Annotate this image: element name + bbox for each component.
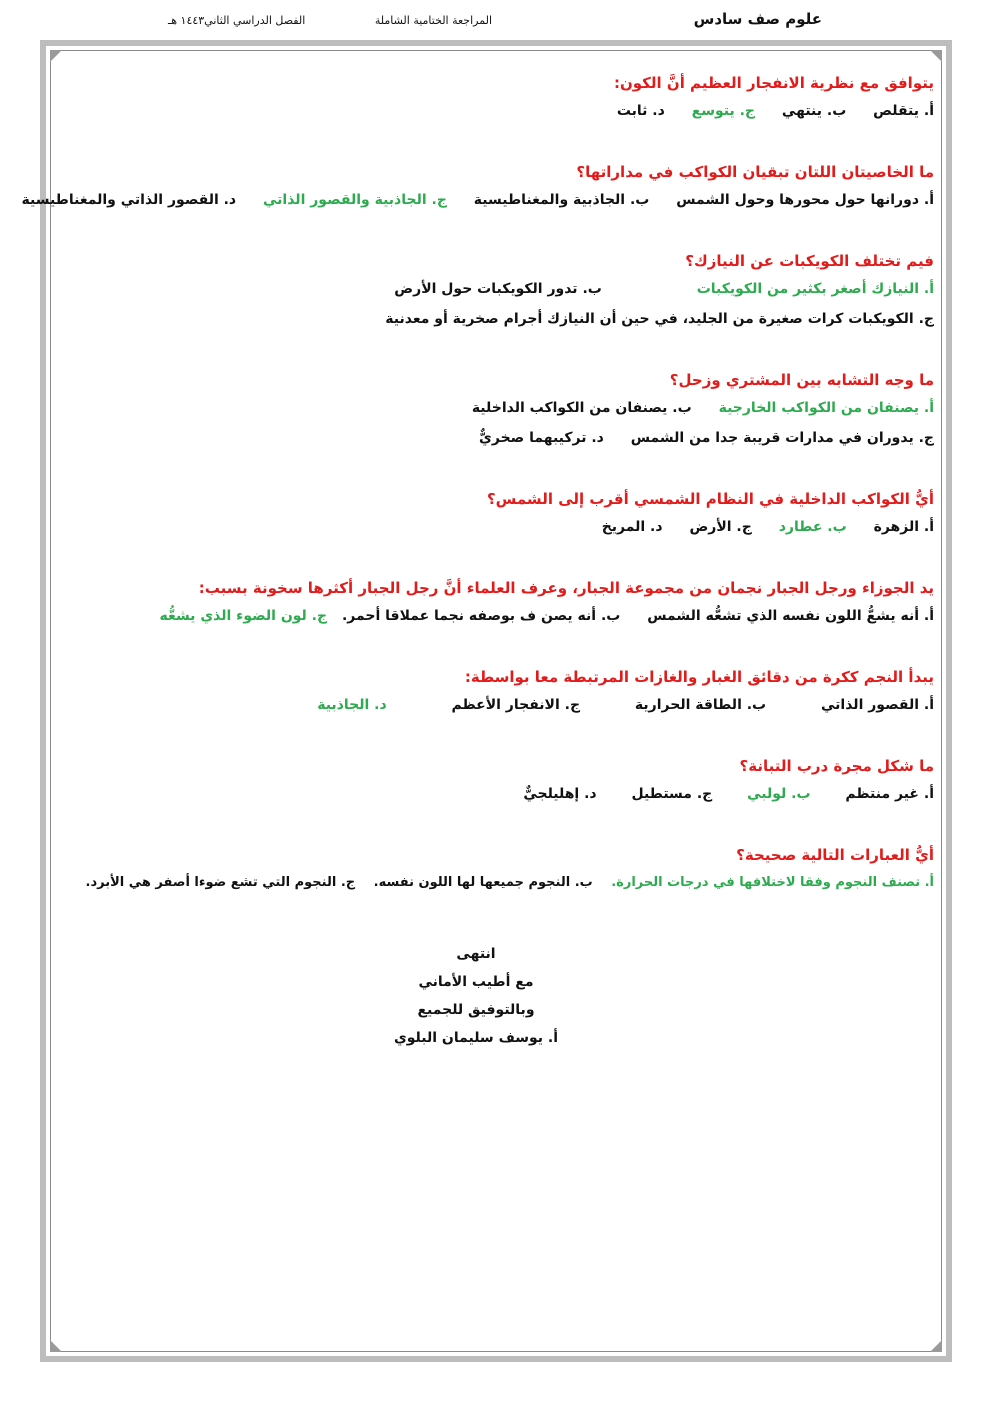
answer-option: ج. مستطيل bbox=[631, 786, 713, 802]
answer-option: أ. القصور الذاتي bbox=[821, 697, 934, 713]
corner-ornament bbox=[50, 50, 62, 62]
answer-options bbox=[58, 512, 934, 542]
question-text: أيُّ الكواكب الداخلية في النظام الشمسي أقرب إلى الشمس؟ bbox=[486, 490, 934, 508]
answer-options bbox=[58, 690, 934, 720]
answer-option: ب. يصنفان من الكواكب الداخلية bbox=[471, 400, 692, 416]
closing-wishes: مع أطيب الأماني bbox=[418, 974, 534, 990]
question-block bbox=[58, 70, 934, 126]
answer-option: ج. الانفجار الأعظم bbox=[451, 697, 581, 713]
answer-option: د. تركيبهما صخريٌّ bbox=[479, 430, 604, 446]
answer-option: أ. يصنفان من الكواكب الخارجية bbox=[718, 400, 934, 416]
corner-ornament bbox=[930, 1340, 942, 1352]
answer-option: أ. النيازك أصغر بكثير من الكويكبات bbox=[696, 281, 934, 297]
answer-option: د. الجاذبية bbox=[317, 697, 387, 713]
answer-options bbox=[58, 96, 934, 126]
answer-options bbox=[58, 779, 934, 809]
answer-option: ج. يتوسع bbox=[691, 103, 756, 119]
answer-option: ب. الطاقة الحرارية bbox=[634, 697, 767, 713]
question-block bbox=[58, 753, 934, 809]
answer-option: ب. لولبي bbox=[747, 786, 811, 802]
question-block bbox=[58, 842, 934, 898]
answer-option: د. المريخ bbox=[601, 519, 663, 535]
answer-option: ج. الأرض bbox=[689, 519, 752, 535]
question-text: يبدأ النجم ككرة من دقائق الغبار والغازات المرتبطة معا بواسطة: bbox=[464, 668, 934, 686]
question-text: ما وجه التشابه بين المشتري وزحل؟ bbox=[669, 371, 934, 389]
question-text: أيُّ العبارات التالية صحيحة؟ bbox=[736, 846, 934, 864]
question-text: يد الجوزاء ورجل الجبار نجمان من مجموعة الجبار، وعرف العلماء أنَّ رجل الجبار أكثرها سخونة بسبب: bbox=[198, 579, 934, 597]
answer-option: د. ثابت bbox=[616, 103, 665, 119]
closing-signature bbox=[0, 940, 992, 1052]
review-title: المراجعة الختامية الشاملة bbox=[374, 14, 492, 27]
question-text: ما الخاصيتان اللتان تبقيان الكواكب في مداراتها؟ bbox=[576, 163, 934, 181]
answer-option: ب. الجاذبية والمغناطيسية bbox=[473, 192, 650, 208]
answer-options bbox=[58, 274, 934, 334]
answer-options bbox=[58, 601, 934, 631]
answer-option: أ. الزهرة bbox=[873, 519, 934, 535]
question-block bbox=[21, 159, 934, 215]
answer-option: أ. دورانها حول محورها وحول الشمس bbox=[676, 192, 934, 208]
answer-option: ج. الجاذبية والقصور الذاتي bbox=[263, 192, 447, 208]
subject-title: علوم صف سادس bbox=[693, 10, 822, 28]
answer-option: أ. تصنف النجوم وفقا لاختلافها في درجات الحرارة. bbox=[611, 875, 934, 890]
question-block bbox=[58, 486, 934, 542]
question-text: يتوافق مع نظرية الانفجار العظيم أنَّ الكون: bbox=[613, 74, 934, 92]
answer-option: ب. تدور الكويكبات حول الأرض bbox=[394, 281, 602, 297]
answer-option: ب. أنه يصن ف بوصفه نجما عملاقا أحمر. bbox=[341, 608, 621, 624]
answer-option: أ. غير منتظم bbox=[845, 786, 934, 802]
closing-end: انتهى bbox=[456, 946, 496, 962]
answer-option: ب. عطارد bbox=[778, 519, 847, 535]
page-header bbox=[160, 10, 832, 34]
answer-option: ب. ينتهي bbox=[781, 103, 847, 119]
closing-good-luck: وبالتوفيق للجميع bbox=[417, 1002, 535, 1018]
question-text: ما شكل مجرة درب التبانة؟ bbox=[739, 757, 934, 775]
answer-option: ب. النجوم جميعها لها اللون نفسه. bbox=[373, 875, 593, 890]
question-list bbox=[21, 70, 934, 931]
term-label: الفصل الدراسي الثاني١٤٤٣ هـ bbox=[168, 14, 306, 27]
question-block bbox=[58, 248, 934, 334]
answer-option: ج. لون الضوء الذي يشعُّه bbox=[159, 608, 328, 624]
corner-ornament bbox=[50, 1340, 62, 1352]
answer-option: د. القصور الذاتي والمغناطيسية bbox=[21, 192, 237, 208]
question-block bbox=[58, 575, 934, 631]
answer-option: د. إهليلجيٌّ bbox=[523, 786, 597, 802]
answer-options bbox=[58, 393, 934, 453]
answer-option: ج. يدوران في مدارات قريبة جدا من الشمس bbox=[630, 430, 934, 446]
question-block bbox=[58, 664, 934, 720]
answer-options bbox=[58, 868, 934, 898]
answer-option: ج. الكويكبات كرات صغيرة من الجليد، في حين أن النيازك أجرام صخرية أو معدنية bbox=[385, 311, 934, 327]
corner-ornament bbox=[930, 50, 942, 62]
teacher-name: أ. يوسف سليمان البلوي bbox=[393, 1030, 559, 1046]
answer-options bbox=[21, 185, 934, 215]
answer-option: ج. النجوم التي تشع ضوءا أصفر هي الأبرد. bbox=[85, 875, 356, 890]
answer-option: أ. أنه يشعُّ اللون نفسه الذي تشعُّه الشمس bbox=[647, 608, 934, 624]
question-block bbox=[58, 367, 934, 453]
question-text: فيم تختلف الكويكبات عن النيازك؟ bbox=[685, 252, 934, 270]
answer-option: أ. يتقلص bbox=[873, 103, 934, 119]
